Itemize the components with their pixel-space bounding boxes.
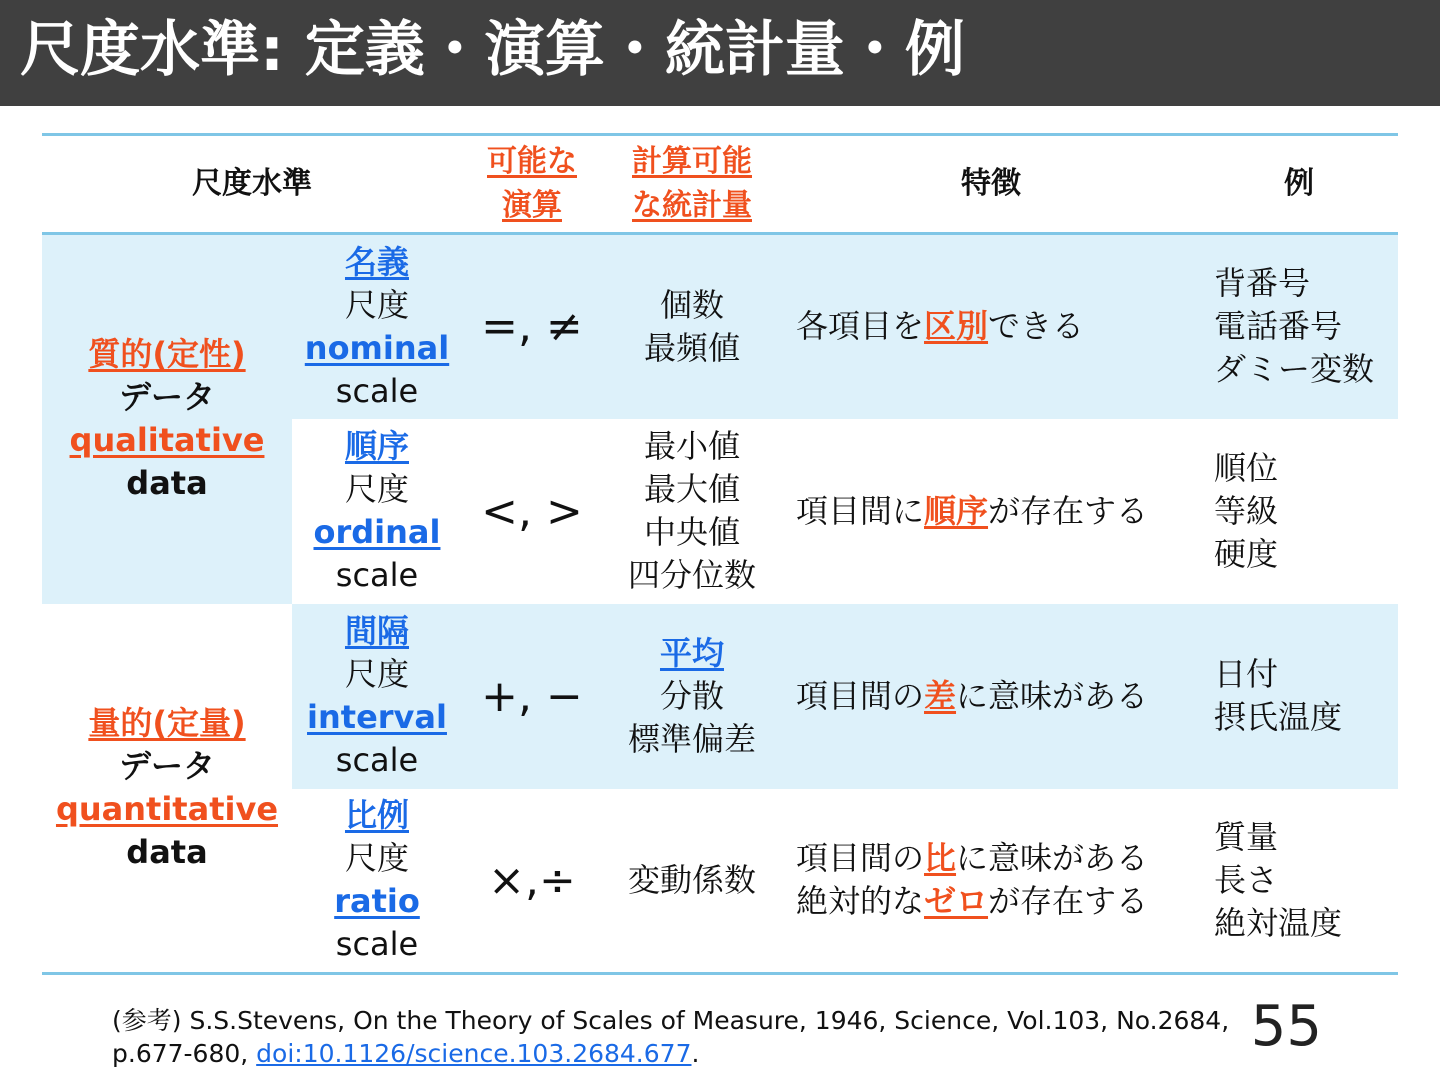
feature-keyword: 順序: [924, 491, 989, 530]
example-item: 背番号: [1214, 264, 1311, 303]
category-qualitative-data-en: data: [126, 464, 208, 503]
example-item: 等級: [1214, 491, 1279, 530]
feature-text: に意味がある: [956, 676, 1149, 715]
ops-nominal: =, ≠: [462, 234, 602, 419]
stats-interval: [602, 604, 782, 789]
feature-keyword: ゼロ: [924, 882, 989, 921]
reference-note: [112, 1004, 1232, 1070]
examples-nominal: [1200, 234, 1398, 419]
header-ops-line2: 演算: [502, 188, 562, 223]
stat-item: 最頻値: [643, 328, 740, 367]
example-item: 硬度: [1214, 534, 1279, 573]
example-item: ダミー変数: [1214, 350, 1375, 389]
category-qualitative: [42, 234, 292, 604]
ops-interval: +, −: [462, 604, 602, 789]
category-quantitative-data-en: data: [126, 832, 208, 871]
title-bar: [0, 0, 1440, 106]
category-quantitative-jp: 量的(定量): [88, 703, 246, 742]
doi-link[interactable]: doi:10.1126/science.103.2684.677: [256, 1039, 692, 1068]
header-feature: 特徴: [782, 135, 1200, 234]
stat-item: 変動係数: [627, 860, 756, 899]
scale-name-jp: 名義: [344, 242, 409, 281]
header-ops-line1: 可能な: [487, 144, 577, 179]
feature-keyword: 差: [924, 676, 957, 715]
header-stats-line1: 計算可能: [632, 144, 752, 179]
scale-suffix-en: scale: [335, 556, 419, 594]
category-quantitative-en: quantitative: [55, 789, 279, 828]
scale-nominal: [292, 234, 462, 419]
example-item: 長さ: [1214, 860, 1279, 899]
feature-keyword: 区別: [924, 307, 989, 346]
feature-text: に意味がある: [956, 839, 1149, 878]
scale-suffix-jp: 尺度: [344, 839, 409, 878]
stat-item: 個数: [659, 285, 724, 324]
feature-text: 各項目を: [796, 307, 925, 346]
stat-item: 最大値: [643, 470, 740, 508]
header-example: 例: [1200, 135, 1398, 234]
scale-ratio: [292, 789, 462, 974]
scale-suffix-en: scale: [335, 741, 419, 779]
feature-keyword: 比: [924, 839, 957, 878]
category-quantitative: [42, 604, 292, 974]
feature-ordinal: [782, 419, 1200, 604]
scale-suffix-jp: 尺度: [344, 470, 409, 508]
table-header-row: [42, 135, 1398, 234]
feature-ratio: [782, 789, 1200, 974]
example-item: 摂氏温度: [1214, 698, 1343, 736]
stat-item: 標準偏差: [627, 719, 756, 758]
scale-suffix-jp: 尺度: [344, 285, 409, 324]
feature-text: できる: [988, 307, 1085, 346]
header-stats-line2: な統計量: [632, 188, 752, 223]
stat-item: 分散: [659, 676, 724, 715]
example-item: 電話番号: [1214, 307, 1343, 346]
scale-suffix-en: scale: [335, 925, 419, 964]
example-item: 質量: [1214, 817, 1279, 856]
header-stats: [602, 135, 782, 234]
feature-interval: [782, 604, 1200, 789]
scale-name-en: ratio: [334, 882, 420, 921]
examples-interval: [1200, 604, 1398, 789]
scale-interval: [292, 604, 462, 789]
header-scale: 尺度水準: [42, 135, 462, 234]
scale-name-jp: 順序: [344, 427, 409, 465]
table-row-nominal: [42, 234, 1398, 419]
stat-item-key: 平均: [659, 633, 724, 672]
scale-name-en: interval: [307, 698, 447, 736]
slide-title: 尺度水準: 定義・演算・統計量・例: [20, 15, 965, 85]
ops-ratio: ×,÷: [488, 854, 576, 906]
scale-suffix-en: scale: [335, 371, 419, 410]
example-item: 日付: [1214, 655, 1279, 693]
stat-item: 中央値: [643, 513, 740, 551]
category-qualitative-jp: 質的(定性): [88, 335, 246, 374]
reference-end: .: [691, 1039, 700, 1068]
stats-ordinal: [602, 419, 782, 604]
table-row-interval: [42, 604, 1398, 789]
stats-ratio: [602, 789, 782, 974]
feature-text: 絶対的な: [796, 882, 925, 921]
ops-ordinal: <, >: [481, 485, 583, 537]
scale-table-wrapper: [42, 133, 1398, 975]
examples-ratio: [1200, 789, 1398, 974]
header-ops: [462, 135, 602, 234]
scale-ordinal: [292, 419, 462, 604]
feature-text: 項目間に: [796, 491, 925, 530]
example-item: 順位: [1214, 448, 1279, 487]
category-quantitative-data-jp: データ: [118, 746, 215, 785]
scale-name-en: ordinal: [313, 513, 441, 551]
reference-text: (参考) S.S.Stevens, On the Theory of Scales of Measure, 1946, Science, Vol.103, No.2684, p.677-680,: [112, 1006, 1230, 1068]
stat-item: 最小値: [643, 427, 740, 465]
scale-table: [42, 133, 1398, 975]
stat-item: 四分位数: [627, 556, 756, 594]
feature-text: 項目間の: [796, 839, 925, 878]
scale-suffix-jp: 尺度: [344, 655, 409, 693]
category-qualitative-en: qualitative: [69, 421, 265, 460]
scale-name-jp: 比例: [344, 796, 409, 835]
scale-name-en: nominal: [304, 328, 450, 367]
examples-ordinal: [1200, 419, 1398, 604]
feature-text: が存在する: [988, 882, 1149, 921]
stats-nominal: [602, 234, 782, 419]
example-item: 絶対温度: [1214, 903, 1343, 942]
category-qualitative-data-jp: データ: [118, 378, 215, 417]
page-number: 55: [1250, 994, 1322, 1059]
feature-text: 項目間の: [796, 676, 925, 715]
feature-nominal: [782, 234, 1200, 419]
scale-name-jp: 間隔: [344, 612, 409, 650]
feature-text: が存在する: [988, 491, 1149, 530]
